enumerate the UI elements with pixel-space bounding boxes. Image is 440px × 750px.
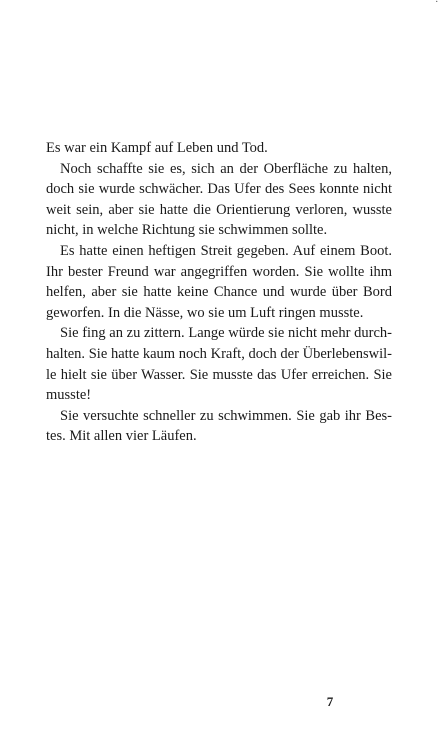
paragraph-4: Sie fing an zu zittern. Lange würde sie nicht mehr durchhalten. Sie hatte kaum noch Kraft, doch der Überlebenswille hielt sie über Wasser. Sie musste das Ufer erreichen. Sie musste! [46,325,392,404]
paragraph-1: Es war ein Kampf auf Leben und Tod. [46,140,268,156]
corner-mark [436,0,439,5]
paragraph-5: Sie versuchte schneller zu schwimmen. Sie gab ihr Bestes. Mit allen vier Läufen. [46,407,392,445]
paragraph-2: Noch schaffte sie es, sich an der Oberfläche zu halten, doch sie wurde schwächer. Das Ufer des Sees konnte nicht weit sein, aber sie hatte die Orientierung verloren, wusste nicht, in welche Richtung sie schwimmen sollte. [46,160,392,239]
body-text [46,138,392,447]
page-number: 7 [326,694,334,709]
paragraph-3: Es hatte einen heftigen Streit gegeben. Auf einem Boot. Ihr bester Freund war angegriffen worden. Sie wollte ihm helfen, aber sie hatte keine Chance und wurde über Bord geworfen. In die Nässe, wo sie um Luft ringen musste. [46,242,392,321]
